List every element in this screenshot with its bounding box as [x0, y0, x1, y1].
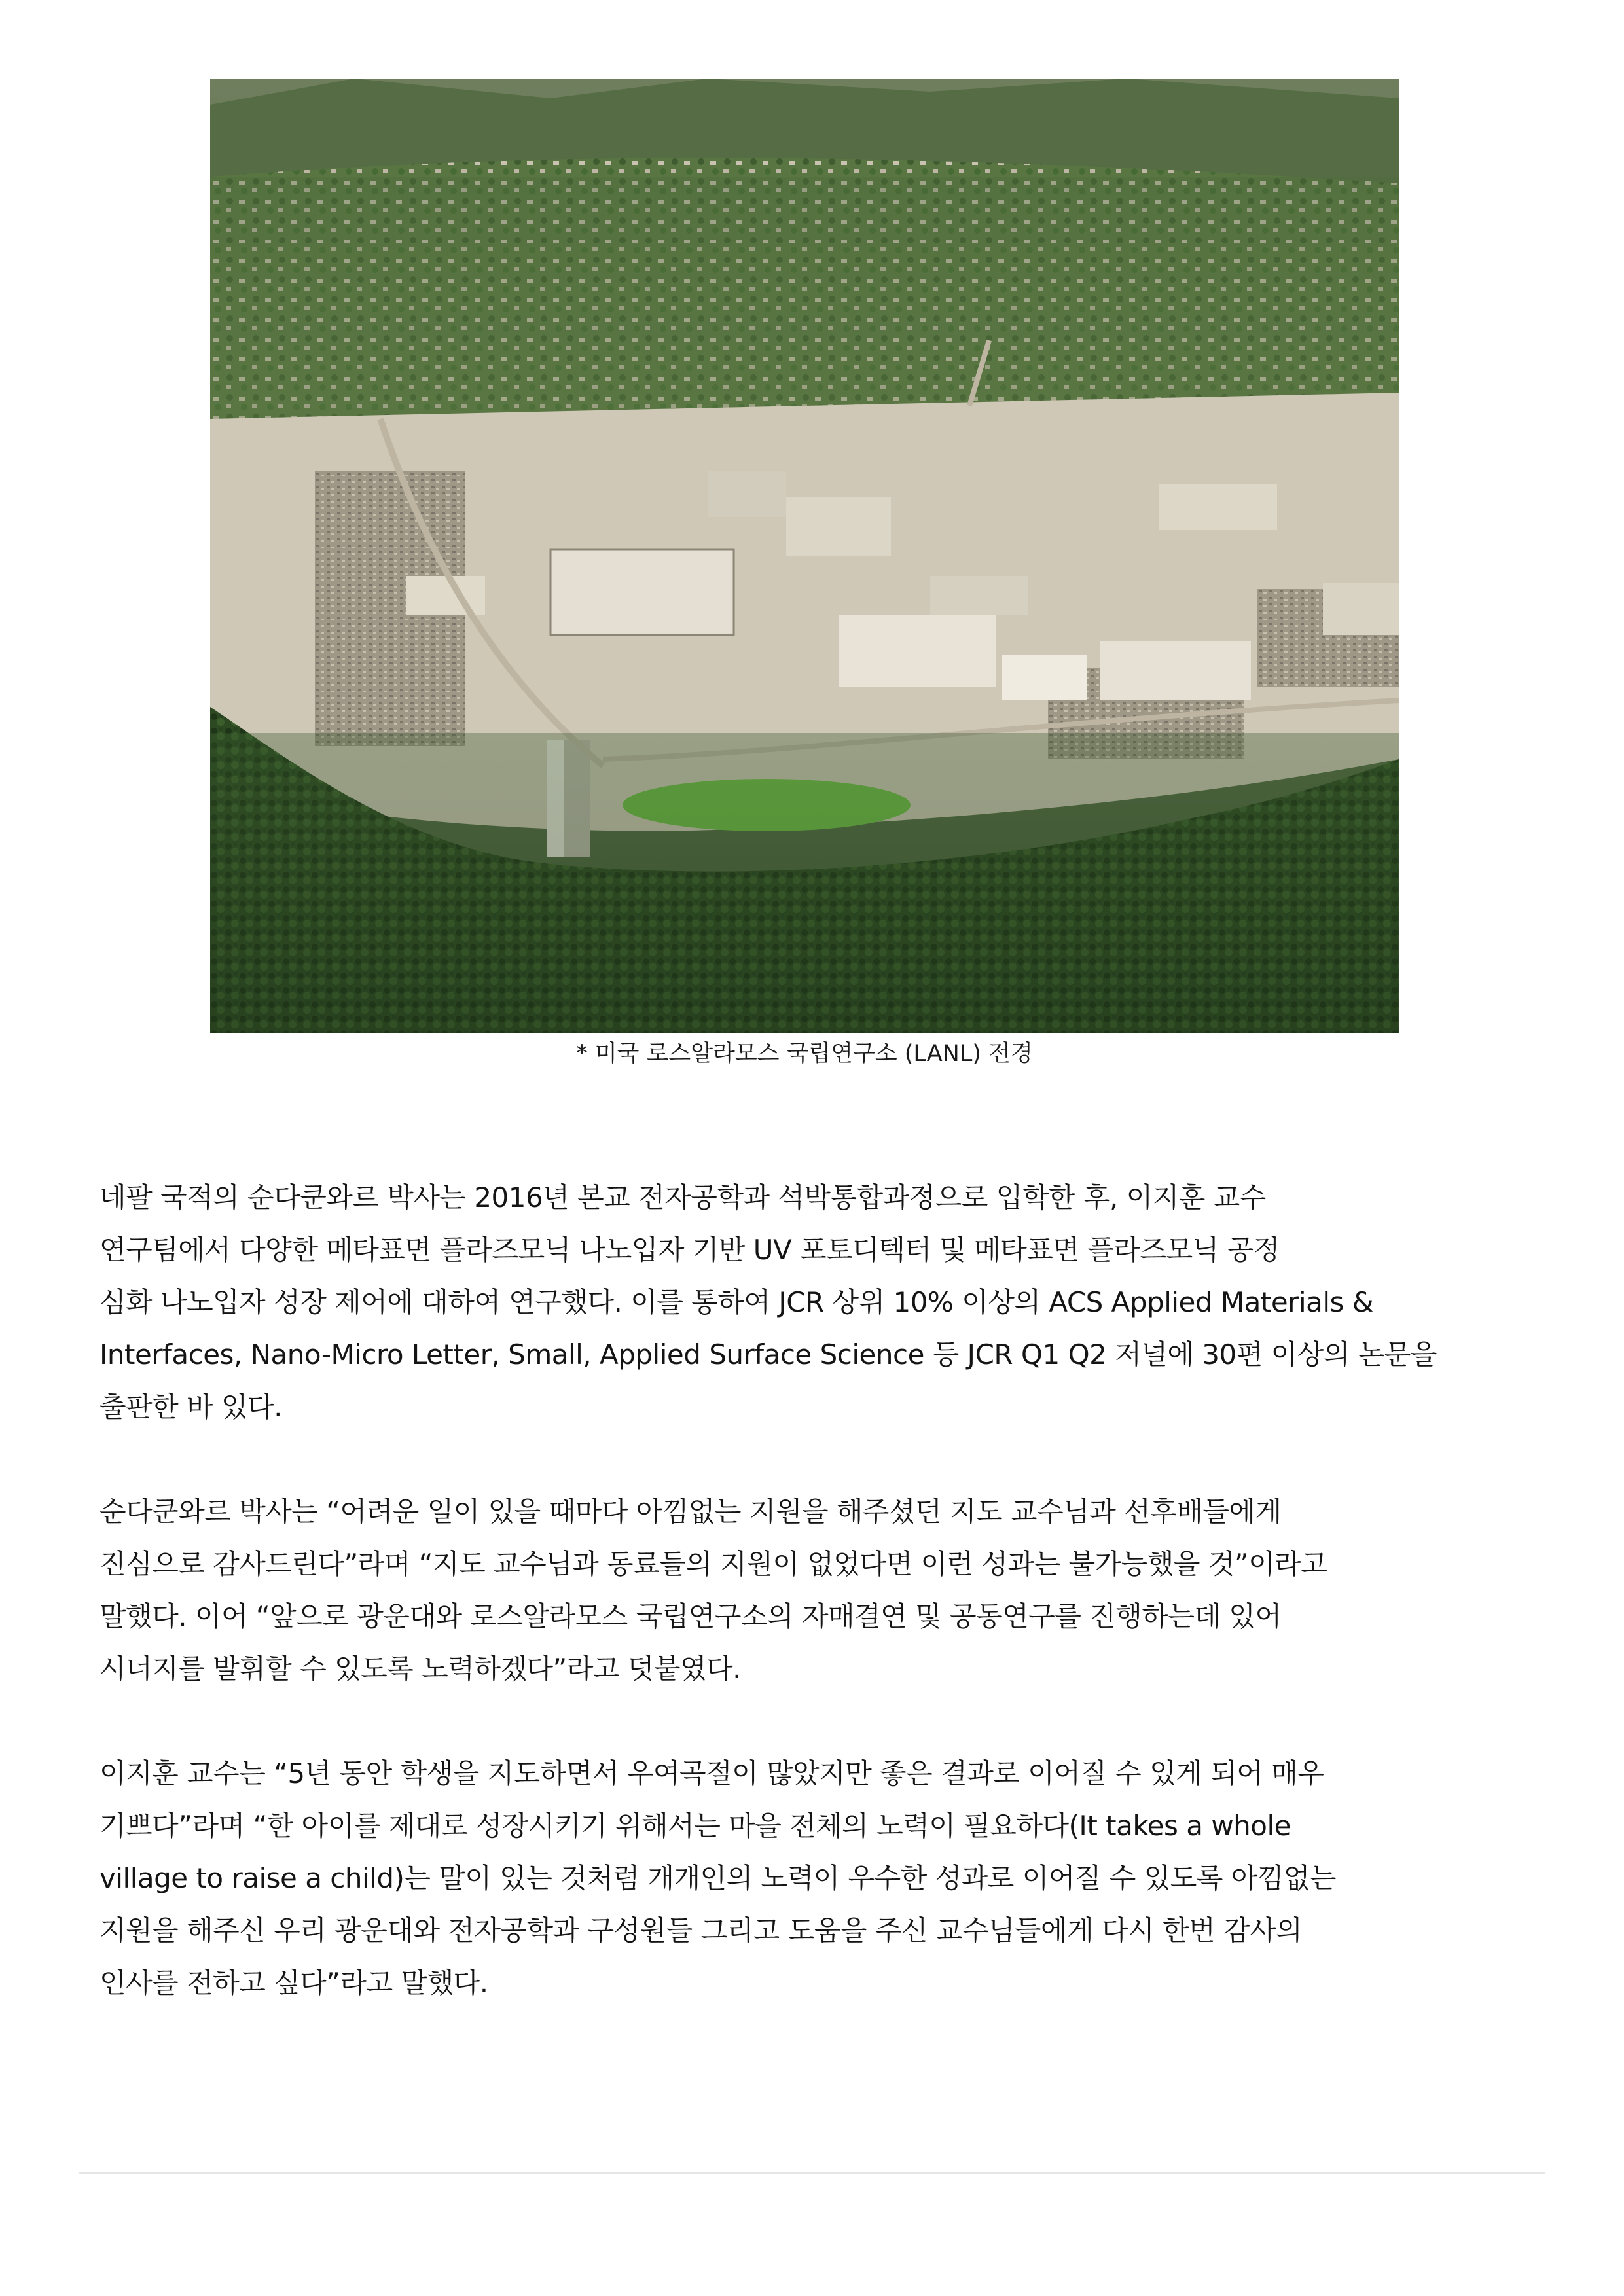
paragraph-line: village to raise a child)는 말이 있는 것처럼 개개인의 노력이 우수한 성과로 이어질 수 있도록 아낌없는	[99, 1862, 1337, 1894]
footer-divider	[79, 2172, 1545, 2174]
paragraph-line: 심화 나노입자 성장 제어에 대하여 연구했다. 이를 통하여 JCR 상위 10% 이상의 ACS Applied Materials &	[99, 1286, 1374, 1318]
paragraph-line: 지원을 해주신 우리 광운대와 전자공학과 구성원들 그리고 도움을 주신 교수님들에게 다시 한번 감사의	[99, 1914, 1303, 1946]
paragraph-line: Interfaces, Nano-Micro Letter, Small, Applied Surface Science 등 JCR Q1 Q2 저널에 30편 이상의 논문을	[99, 1338, 1437, 1371]
article-body	[99, 1172, 1533, 2009]
paragraph-line: 기쁘다”라며 “한 아이를 제대로 성장시키기 위해서는 마을 전체의 노력이 필요하다(It takes a whole	[99, 1810, 1291, 1842]
paragraph-line: 말했다. 이어 “앞으로 광운대와 로스알라모스 국립연구소의 자매결연 및 공동연구를 진행하는데 있어	[99, 1600, 1282, 1632]
lanl-aerial-photo	[210, 79, 1399, 1033]
paragraph-line: 인사를 전하고 싶다”라고 말했다.	[99, 1967, 488, 1999]
paragraph-2	[99, 1486, 1533, 1695]
paragraph-line: 순다쿤와르 박사는 “어려운 일이 있을 때마다 아낌없는 지원을 해주셨던 지도 교수님과 선후배들에게	[99, 1496, 1282, 1528]
paragraph-3	[99, 1748, 1533, 2009]
paragraph-1	[99, 1172, 1533, 1433]
photo-caption: * 미국 로스알라모스 국립연구소 (LANL) 전경	[576, 1041, 1033, 1067]
aerial-photo-lanl-campus-icon	[210, 79, 1399, 1033]
paragraph-line: 네팔 국적의 순다쿤와르 박사는 2016년 본교 전자공학과 석박통합과정으로 입학한 후, 이지훈 교수	[99, 1181, 1266, 1213]
paragraph-line: 이지훈 교수는 “5년 동안 학생을 지도하면서 우여곡절이 많았지만 좋은 결과로 이어질 수 있게 되어 매우	[99, 1757, 1324, 1789]
paragraph-line: 진심으로 감사드린다”라며 “지도 교수님과 동료들의 지원이 없었다면 이런 성과는 불가능했을 것”이라고	[99, 1548, 1327, 1580]
paragraph-line: 시너지를 발휘할 수 있도록 노력하겠다”라고 덧붙였다.	[99, 1653, 741, 1685]
paragraph-line: 연구팀에서 다양한 메타표면 플라즈모닉 나노입자 기반 UV 포토디텍터 및 메타표면 플라즈모닉 공정	[99, 1234, 1280, 1266]
paragraph-line: 출판한 바 있다.	[99, 1391, 282, 1423]
